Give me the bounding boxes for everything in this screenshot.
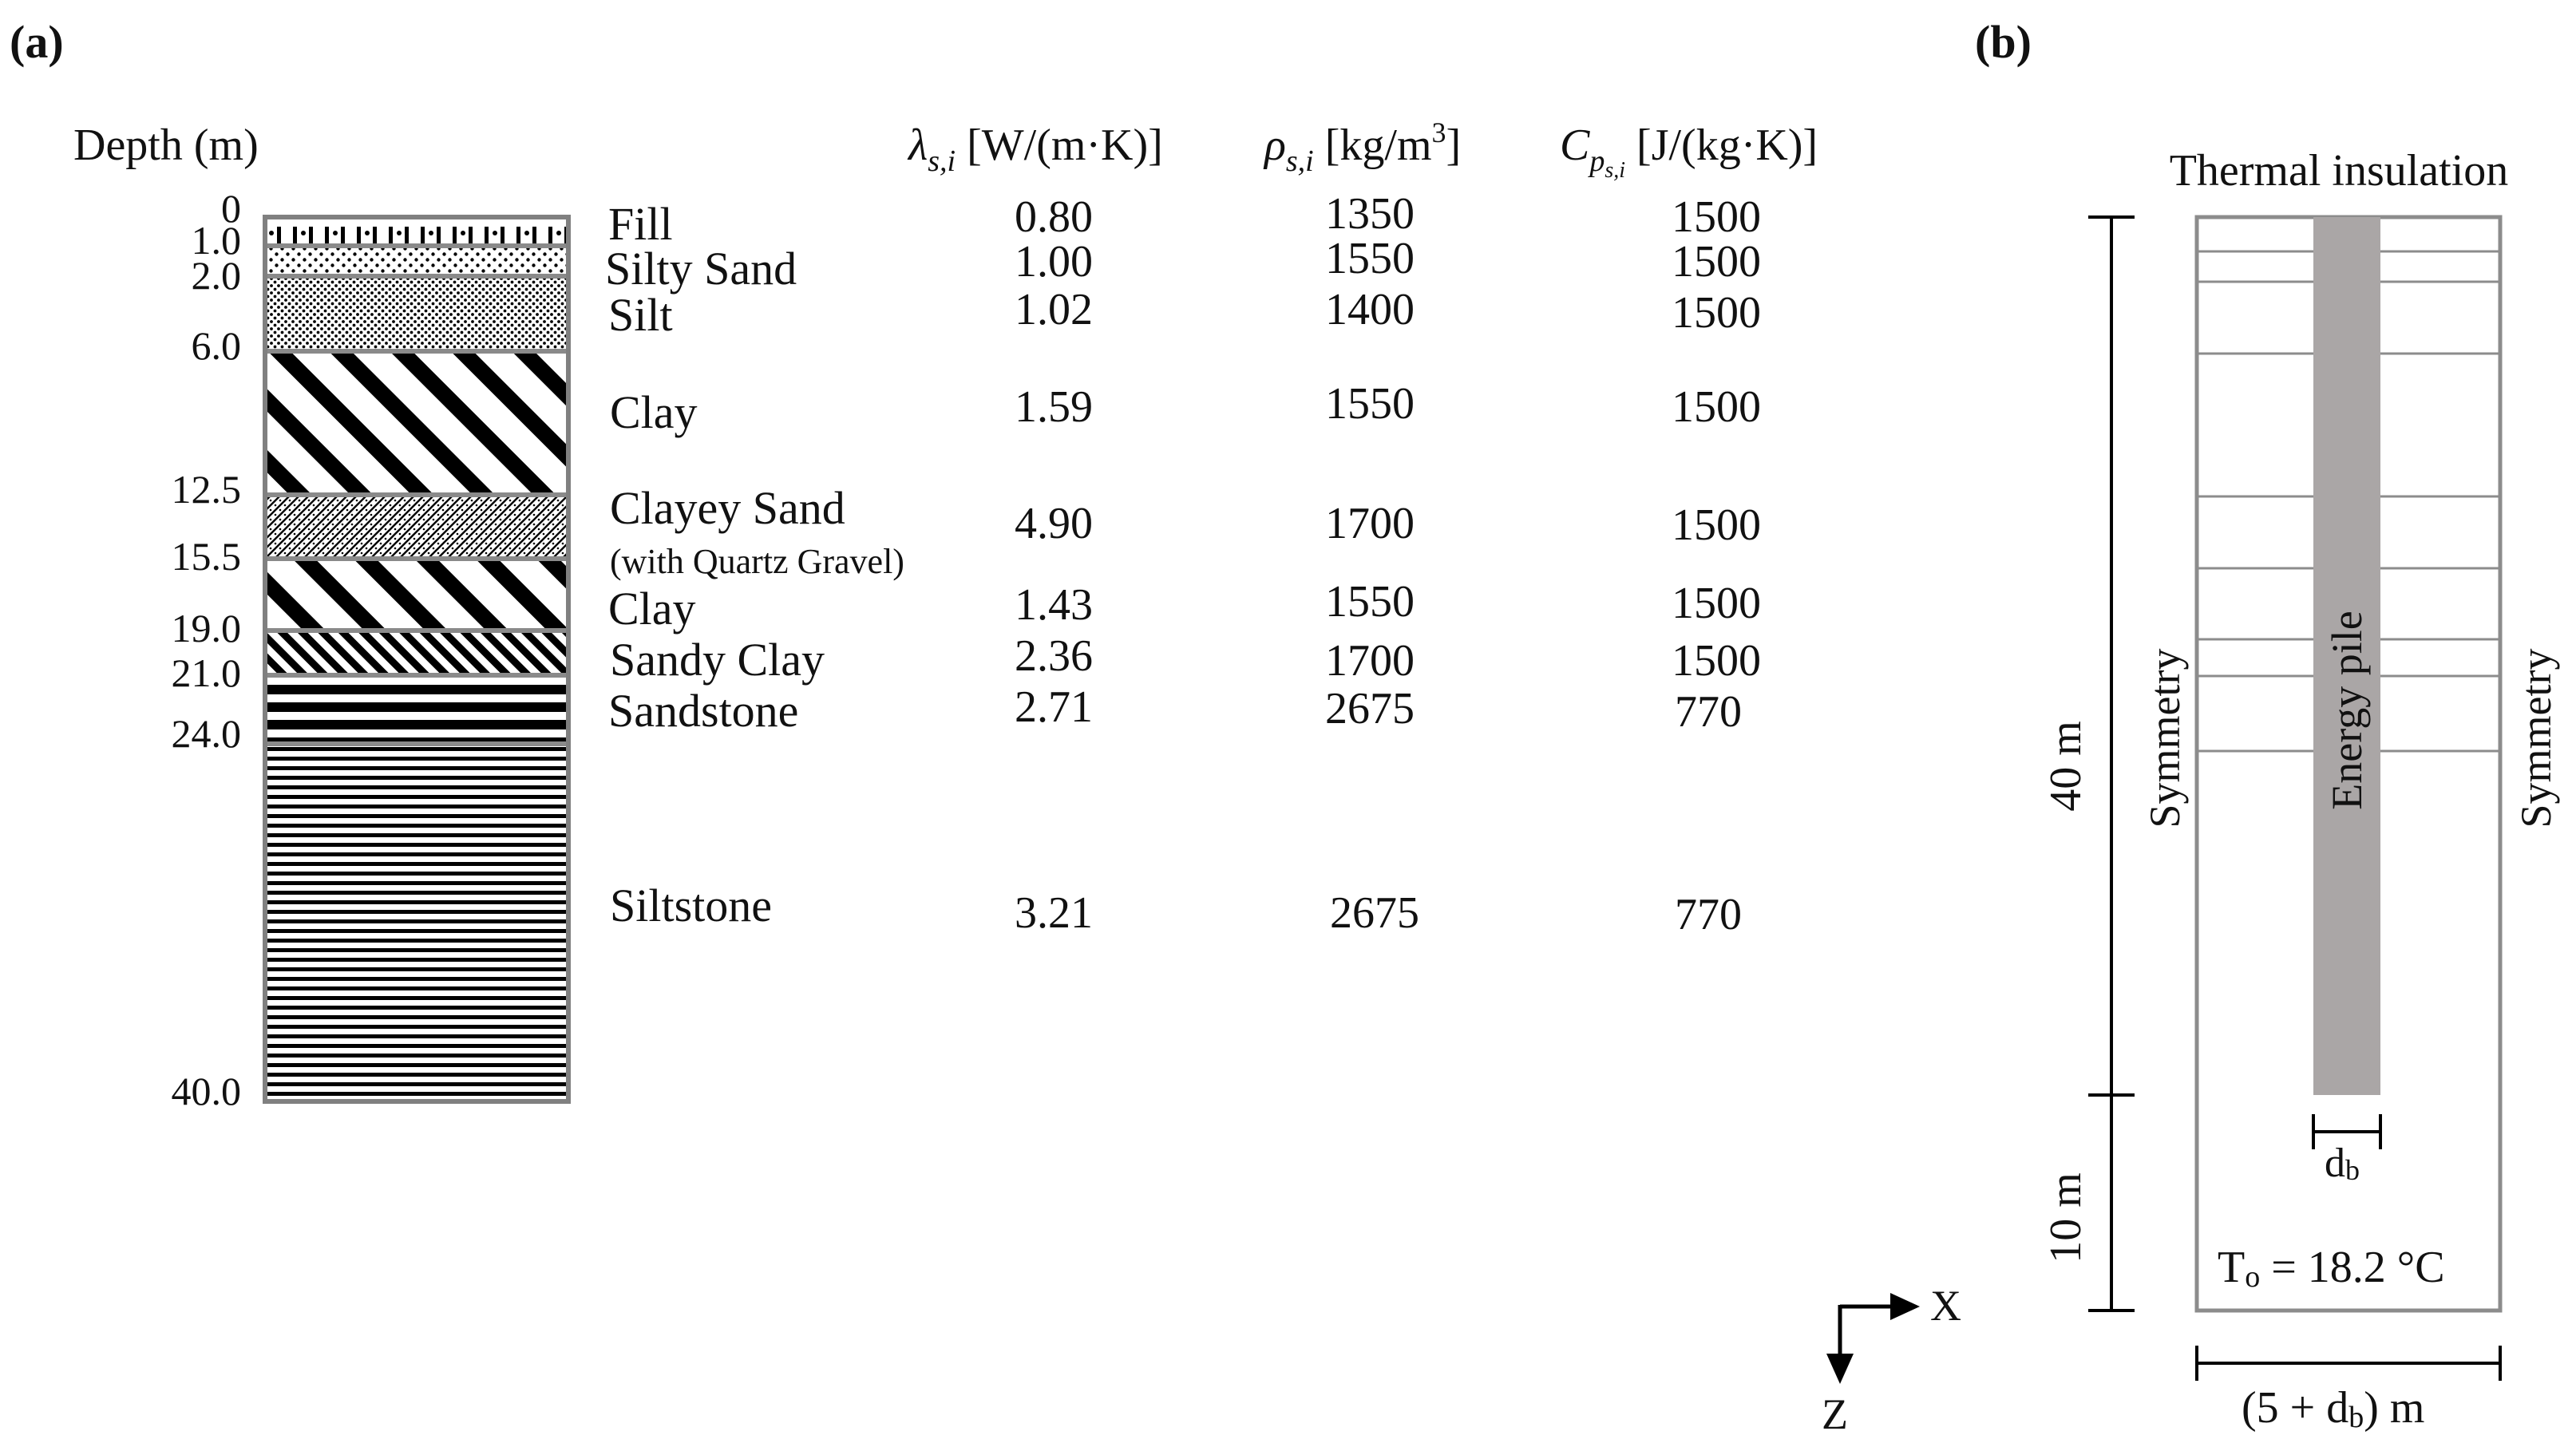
conductivity-value: 2.71 [1015, 682, 1093, 732]
vertical-dimension [2088, 217, 2135, 1311]
depth-tick: 6.0 [191, 323, 241, 368]
conductivity-values [1015, 192, 1093, 938]
layer-name: Silty Sand [605, 243, 797, 295]
density-value: 1700 [1325, 499, 1415, 548]
depth-tick: 40.0 [171, 1069, 241, 1113]
pile-diameter-label: db [2325, 1141, 2360, 1186]
conductivity-value: 1.00 [1015, 237, 1093, 287]
header-thermal-conductivity: $\lambda_{s,i}$ [W/(m·K)] [908, 121, 1163, 178]
depth-tick: 19.0 [171, 606, 241, 650]
layer-sandstone-swatch [265, 675, 568, 744]
conductivity-value: 1.43 [1015, 580, 1093, 630]
layer-clayey-sand-swatch [265, 495, 568, 559]
specific-heat-value: 770 [1675, 890, 1742, 939]
z-axis-arrowhead [1826, 1354, 1854, 1384]
initial-temperature-label: To = 18.2 °C [2218, 1243, 2445, 1294]
x-axis-arrowhead [1890, 1293, 1920, 1320]
layer-name: Sandy Clay [610, 634, 825, 686]
specific-heat-value: 1500 [1672, 237, 1761, 287]
header-density: $\rho_{s,i}$ $[kg/m^3]$ [1264, 117, 1462, 178]
layer-names [605, 198, 904, 931]
panel-a-label: (a) [10, 16, 64, 68]
specific-heat-value: 1500 [1672, 192, 1761, 242]
specific-heat-values [1672, 192, 1761, 939]
conductivity-value: 4.90 [1015, 499, 1093, 548]
specific-heat-value: 770 [1675, 687, 1742, 737]
symmetry-right-label: Symmetry [2512, 648, 2560, 828]
conductivity-value: 1.59 [1015, 382, 1093, 432]
layer-clay-swatch [265, 351, 568, 495]
density-value: 1550 [1325, 577, 1415, 627]
layer-sandy-clay-swatch [265, 631, 568, 675]
z-axis-label: Z [1822, 1390, 1848, 1438]
density-value: 2675 [1325, 684, 1415, 733]
density-value: 1350 [1325, 189, 1415, 239]
specific-heat-value: 1500 [1672, 288, 1761, 338]
depth-ticks [172, 186, 242, 1113]
panel-b-label: (b) [1975, 16, 2032, 68]
depth-tick: 2.0 [191, 253, 241, 298]
depth-header: Depth (m) [73, 121, 259, 170]
conductivity-value: 2.36 [1015, 631, 1093, 681]
depth-tick: 21.0 [171, 650, 241, 695]
density-value: 1550 [1325, 234, 1415, 283]
density-value: 1400 [1325, 285, 1415, 334]
layer-name: Clay [610, 386, 698, 438]
specific-heat-value: 1500 [1672, 382, 1761, 432]
layer-name: Clayey Sand [610, 482, 845, 534]
layer-silty-sand-swatch [265, 246, 568, 276]
panel-a [10, 16, 1818, 1113]
energy-pile-label: Energy pile [2323, 611, 2371, 810]
depth-tick: 1.0 [191, 218, 241, 263]
layer-note: (with Quartz Gravel) [610, 542, 904, 581]
density-value: 1550 [1325, 379, 1415, 429]
thermal-insulation-label: Thermal insulation [2169, 146, 2509, 196]
domain-width-label: (5 + db) m [2242, 1383, 2425, 1434]
x-axis-label: X [1930, 1282, 1961, 1330]
soil-column [265, 217, 568, 1101]
layer-name: Clay [608, 583, 696, 635]
layer-name: Silt [608, 289, 673, 341]
conductivity-value: 1.02 [1015, 285, 1093, 334]
layer-siltstone-swatch [265, 744, 568, 1101]
layer-clay-2-swatch [265, 559, 568, 631]
specific-heat-value: 1500 [1672, 636, 1761, 686]
layer-name: Sandstone [608, 685, 799, 737]
layer-fill-swatch [265, 217, 568, 246]
panel-b [1975, 16, 2560, 1434]
depth-tick: 12.5 [171, 467, 241, 512]
layer-name: Fill [608, 198, 673, 250]
density-value: 1700 [1325, 636, 1415, 686]
specific-heat-value: 1500 [1672, 579, 1761, 628]
symmetry-left-label: Symmetry [2141, 648, 2189, 828]
specific-heat-value: 1500 [1672, 500, 1761, 550]
conductivity-value: 3.21 [1015, 888, 1093, 938]
dimension-40m-label: 40 m [2041, 721, 2091, 812]
density-value: 2675 [1330, 888, 1419, 938]
header-specific-heat: $C_ps,i$ [J/(kg·K)] [1560, 121, 1818, 183]
layer-silt-swatch [265, 276, 568, 351]
density-values [1325, 189, 1419, 938]
layer-name: Siltstone [610, 880, 773, 931]
depth-tick: 15.5 [171, 534, 241, 579]
depth-tick: 0 [221, 186, 241, 231]
depth-tick: 24.0 [171, 711, 241, 756]
dimension-10m-label: 10 m [2041, 1172, 2091, 1263]
conductivity-value: 0.80 [1015, 192, 1093, 242]
horizontal-dimension [2197, 1346, 2500, 1381]
axes-indicator [1822, 1282, 1961, 1438]
